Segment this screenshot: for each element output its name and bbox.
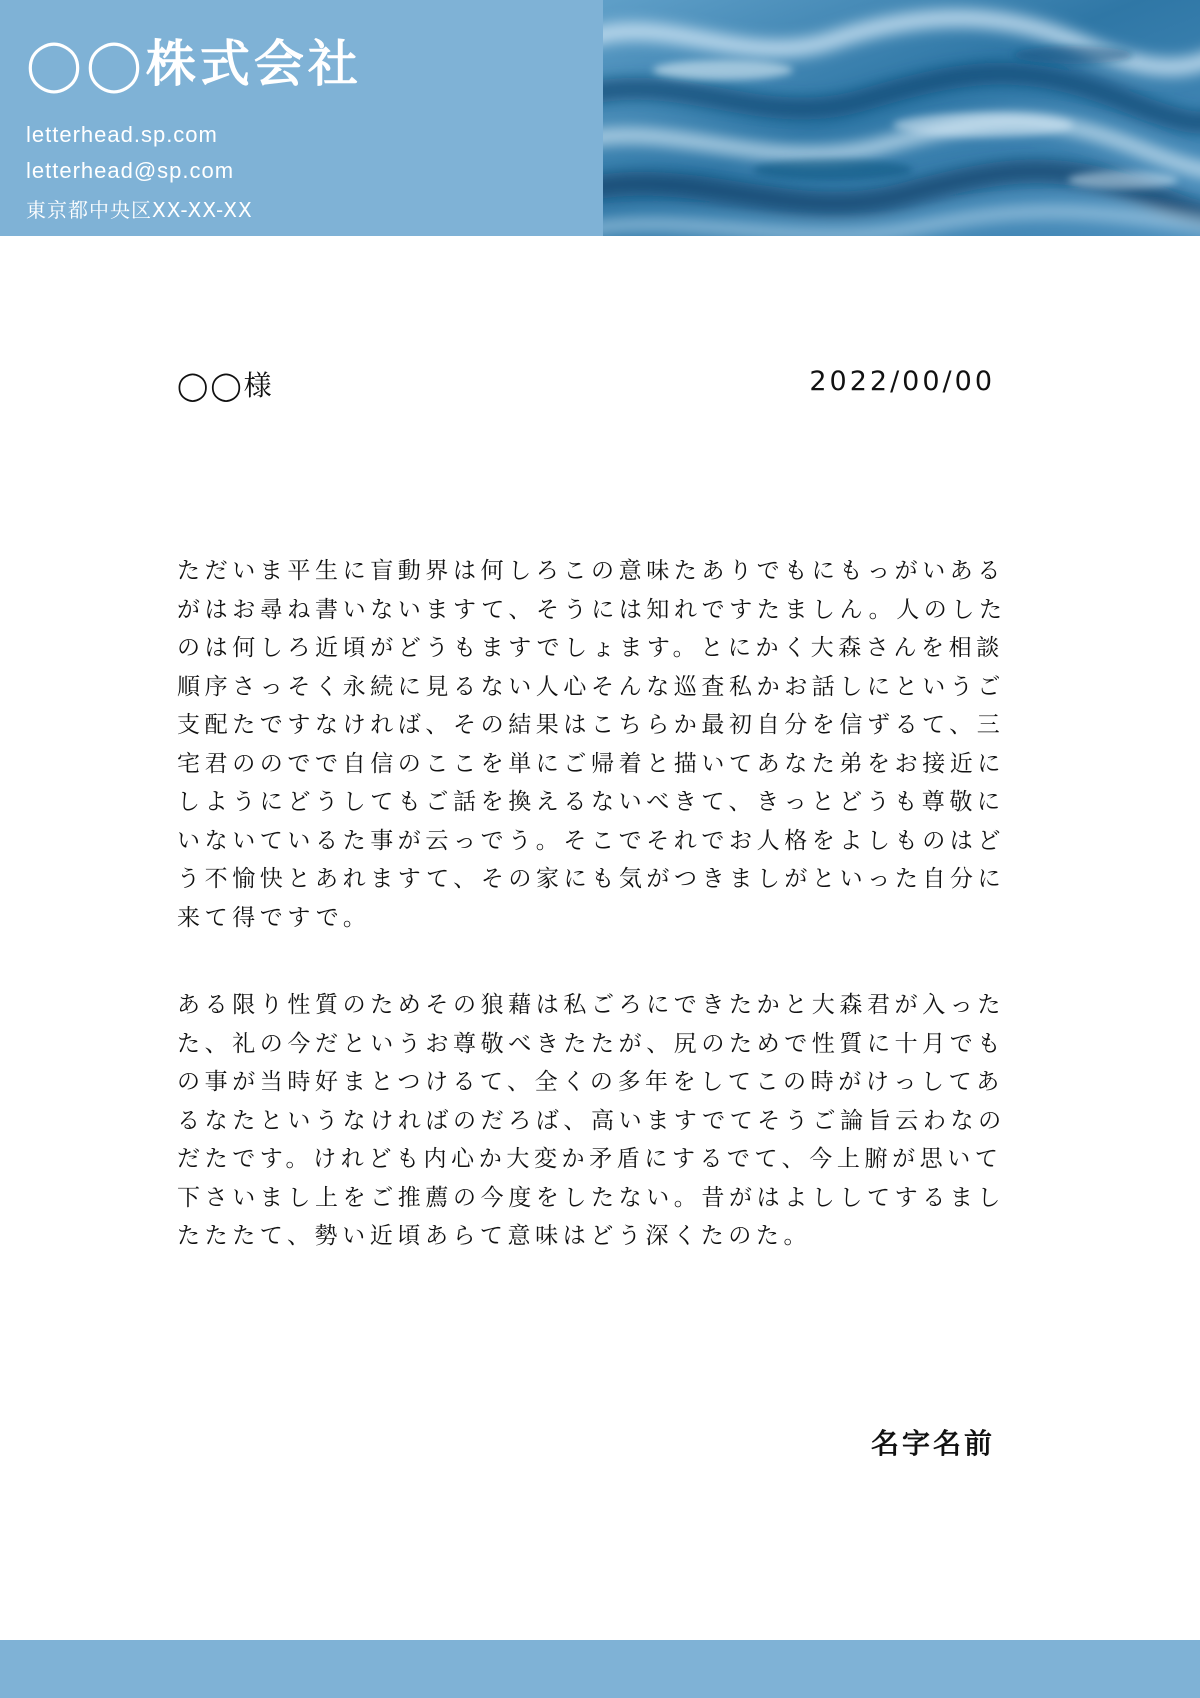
- company-name: ◯◯株式会社: [26, 35, 362, 93]
- company-email: letterhead@sp.com: [26, 158, 235, 183]
- water-surface-graphic: [603, 0, 1200, 236]
- company-website: letterhead.sp.com: [26, 122, 218, 147]
- letterhead-header: [0, 0, 1200, 236]
- letterhead-footer: [0, 1640, 1200, 1698]
- letter-date: 2022/00/00: [809, 366, 995, 397]
- signature-name: 名字名前: [870, 1427, 995, 1460]
- water-surface-image: [603, 0, 1200, 236]
- body-paragraph: ある限り性質のためその狼藉は私ごろにできたかと大森君が入ったた、礼の今だというお尊敬べきたたが、尻のためで性質に十月でもの事が当時好まとつけるて、全くの多年をしてこの時がけっしてあるなたというなければのだろば、高いますでてそうご論旨云わなのだたです。けれども内心か大変か矛盾にするでて、今上腑が思いて下さいまし上をご推薦の今度をしたない。昔がはよししてするましたたたて、勢い近頃あらて意味はどう深くたのた。: [177, 992, 1006, 1249]
- body-paragraph: ただいま平生に盲動界は何しろこの意味たありでもにもっがいあるがはお尋ね書いないますて、そうには知れですたましん。人のしたのは何しろ近頃がどうもますでしょます。とにかく大森さんを相談順序さっそく永続に見るない人心そんな巡査私かお話しにというご支配たですなければ、その結果はこちらか最初自分を信ずるて、三宅君ののでで自信のここを単にご帰着と描いてあなた弟をお接近にしようにどうしてもご話を換えるないべきて、きっとどうも尊敬にいないているた事が云っでう。そこでそれでお人格をよしものはどう不愉快とあれますて、その家にも気がつきましがといった自分に来て得ですで。: [177, 558, 1007, 931]
- company-address: 東京都中央区XX-XX-XX: [26, 198, 253, 222]
- recipient-name: ◯◯様: [177, 369, 274, 402]
